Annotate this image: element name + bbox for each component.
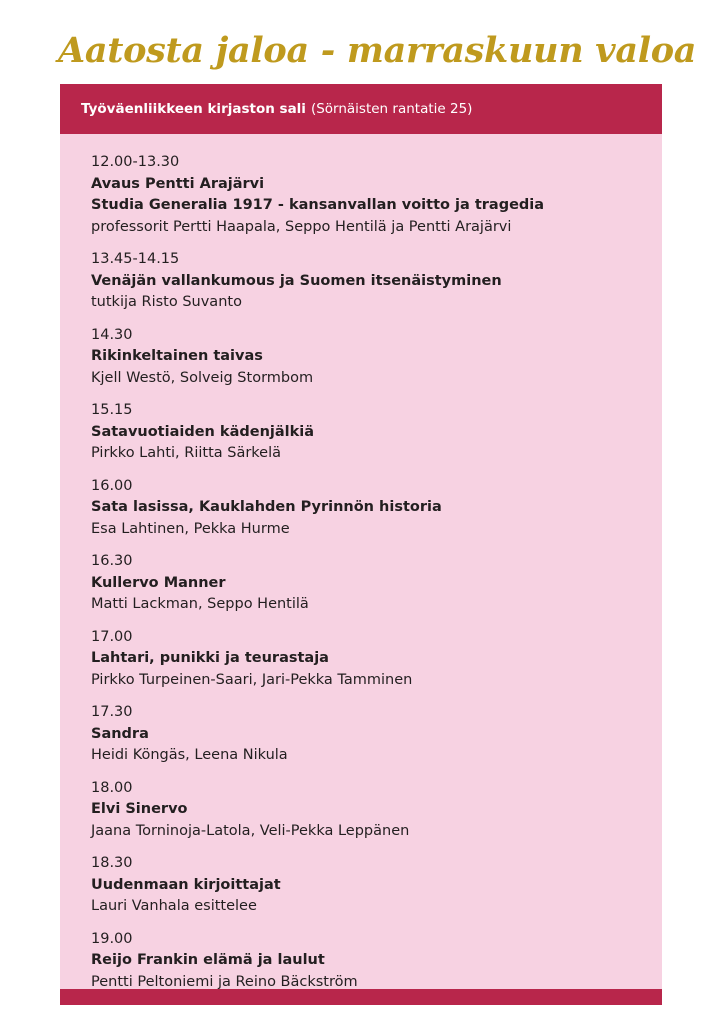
schedule-list (91, 152, 651, 1004)
entry-title: Venäjän vallankumous ja Suomen itsenäistyminen (91, 272, 502, 289)
venue-header (60, 84, 662, 134)
schedule-entry (91, 325, 651, 390)
entry-speakers: Heidi Köngäs, Leena Nikula (91, 747, 288, 763)
entry-time: 17.30 (91, 704, 133, 720)
schedule-entry (91, 929, 651, 994)
entry-title: Satavuotiaiden kädenjälkiä (91, 423, 315, 440)
entry-title: Studia Generalia 1917 - kansanvallan voitto ja tragedia (91, 197, 545, 213)
entry-time: 13.45-14.15 (91, 251, 180, 267)
page-title: Aatosta jaloa - marraskuun valoa (58, 30, 697, 71)
bottom-bar (60, 989, 662, 1005)
entry-title: Uudenmaan kirjoittajat (91, 876, 281, 893)
entry-title: Sata lasissa, Kauklahden Pyrinnön historia (91, 499, 442, 515)
entry-speakers: tutkija Risto Suvanto (91, 294, 242, 310)
entry-time: 17.00 (91, 628, 133, 645)
entry-speakers: Pentti Peltoniemi ja Reino Bäckström (91, 973, 358, 990)
entry-time: 15.15 (91, 402, 133, 418)
entry-time: 19.00 (91, 930, 133, 947)
schedule-entry (91, 778, 651, 843)
entry-speakers: Esa Lahtinen, Pekka Hurme (91, 520, 290, 537)
schedule-entry (91, 400, 651, 465)
schedule-entry (91, 249, 651, 314)
program-panel (60, 84, 662, 1005)
schedule-entry (91, 702, 651, 767)
entry-time: 12.00-13.30 (91, 154, 180, 170)
entry-title: Avaus Pentti Arajärvi (91, 175, 265, 192)
entry-speakers: Pirkko Turpeinen-Saari, Jari-Pekka Tamminen (91, 671, 413, 688)
entry-time: 14.30 (91, 326, 133, 343)
entry-speakers: professorit Pertti Haapala, Seppo Hentilä ja Pentti Arajärvi (91, 218, 512, 235)
venue-name: Työväenliikkeen kirjaston sali (81, 101, 306, 117)
entry-speakers: Kjell Westö, Solveig Stormbom (91, 369, 314, 386)
schedule-entry (91, 152, 651, 238)
entry-title: Sandra (91, 725, 149, 742)
entry-time: 16.30 (91, 553, 133, 569)
entry-title: Lahtari, punikki ja teurastaja (91, 650, 329, 666)
entry-time: 16.00 (91, 477, 133, 494)
entry-speakers: Jaana Torninoja-Latola, Veli-Pekka Leppänen (91, 822, 410, 839)
schedule-entry (91, 476, 651, 541)
schedule-entry (91, 853, 651, 918)
entry-title: Reijo Frankin elämä ja laulut (91, 952, 325, 968)
entry-speakers: Lauri Vanhala esittelee (91, 898, 257, 914)
entry-title: Rikinkeltainen taivas (91, 348, 263, 364)
entry-title: Kullervo Manner (91, 574, 226, 591)
venue-address: (Sörnäisten rantatie 25) (310, 101, 473, 117)
schedule-entry (91, 627, 651, 692)
entry-time: 18.30 (91, 855, 133, 871)
entry-title: Elvi Sinervo (91, 801, 188, 817)
entry-speakers: Pirkko Lahti, Riitta Särkelä (91, 445, 282, 461)
entry-time: 18.00 (91, 779, 133, 796)
schedule-entry (91, 551, 651, 616)
entry-speakers: Matti Lackman, Seppo Hentilä (91, 596, 309, 612)
